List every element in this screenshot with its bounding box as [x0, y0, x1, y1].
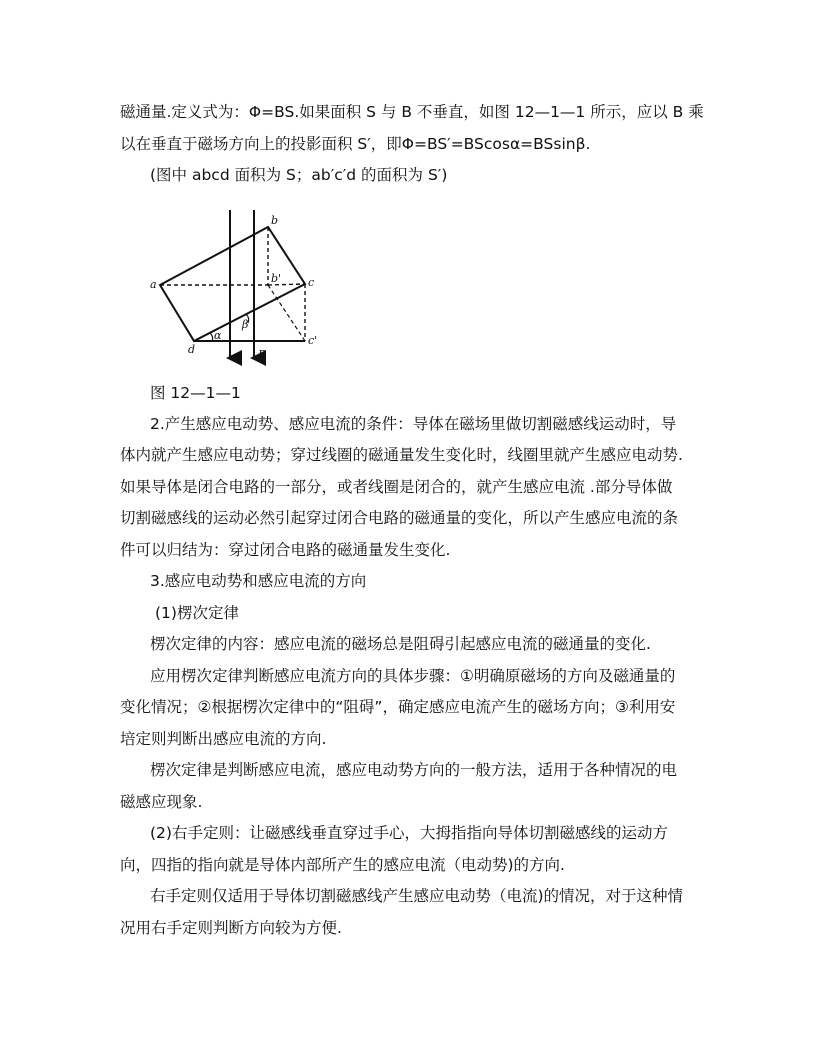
section-heading: 3.感应电动势和感应电流的方向	[150, 572, 367, 590]
angle-alpha-arc	[210, 333, 213, 341]
subsection-heading: (1)楞次定律	[155, 604, 239, 622]
label-d: d	[188, 343, 196, 356]
text-line: 变化情况；②根据楞次定律中的“阻碍”，确定感应电流产生的磁场方向；③利用安	[120, 698, 676, 716]
text-line: 磁感应现象.	[120, 793, 203, 811]
label-b: b	[271, 214, 279, 227]
text-line: 楞次定律的内容：感应电流的磁场总是阻碍引起感应电流的磁通量的变化.	[150, 635, 651, 653]
text-line: 况用右手定则判断方向较为方便.	[120, 919, 342, 937]
text-line: 以在垂直于磁场方向上的投影面积 S′，即Φ=BS′=BScosα=BSsinβ.	[120, 135, 591, 153]
figure-caption: 图 12—1—1	[150, 384, 241, 402]
text-line: 右手定则仅适用于导体切割磁感线产生感应电动势（电流)的情况，对于这种情	[150, 887, 684, 905]
text-line: 切割磁感线的运动必然引起穿过闭合电路的磁通量的变化，所以产生感应电流的条	[120, 509, 679, 527]
text-line: 楞次定律是判断感应电流，感应电动势方向的一般方法，适用于各种情况的电	[150, 761, 678, 779]
label-c: c	[308, 276, 315, 289]
text-line: 2.产生感应电动势、感应电流的条件：导体在磁场里做切割磁感线运动时，导	[150, 415, 677, 433]
label-a: a	[150, 278, 157, 291]
text-line: (2)右手定则：让磁感线垂直穿过手心，大拇指指向导体切割磁感线的运动方	[150, 824, 668, 842]
text-line: 应用楞次定律判断感应电流方向的具体步骤：①明确原磁场的方向及磁通量的	[150, 667, 676, 685]
label-beta: β	[242, 318, 249, 331]
text-line: 件可以归结为：穿过闭合电路的磁通量发生变化.	[120, 541, 451, 559]
text-line: 向，四指的指向就是导体内部所产生的感应电流（电动势)的方向.	[120, 856, 565, 874]
figure-note: (图中 abcd 面积为 S；ab′c′d 的面积为 S′)	[150, 166, 448, 184]
label-alpha: α	[214, 329, 222, 342]
flux-projection-diagram	[150, 206, 330, 372]
text-line: 磁通量.定义式为：Φ=BS.如果面积 S 与 B 不垂直，如图 12—1—1 所示，应以 B 乘	[120, 103, 704, 121]
text-line: 体内就产生感应电动势；穿过线圈的磁通量发生变化时，线圈里就产生感应电动势.	[120, 446, 683, 464]
label-c-prime: c'	[308, 334, 318, 347]
text-line: 如果导体是闭合电路的一部分，或者线圈是闭合的，就产生感应电流 .部分导体做	[120, 478, 673, 496]
label-B: B	[258, 348, 267, 361]
text-line: 培定则判断出感应电流的方向.	[120, 730, 327, 748]
label-b-prime: b'	[271, 272, 282, 285]
